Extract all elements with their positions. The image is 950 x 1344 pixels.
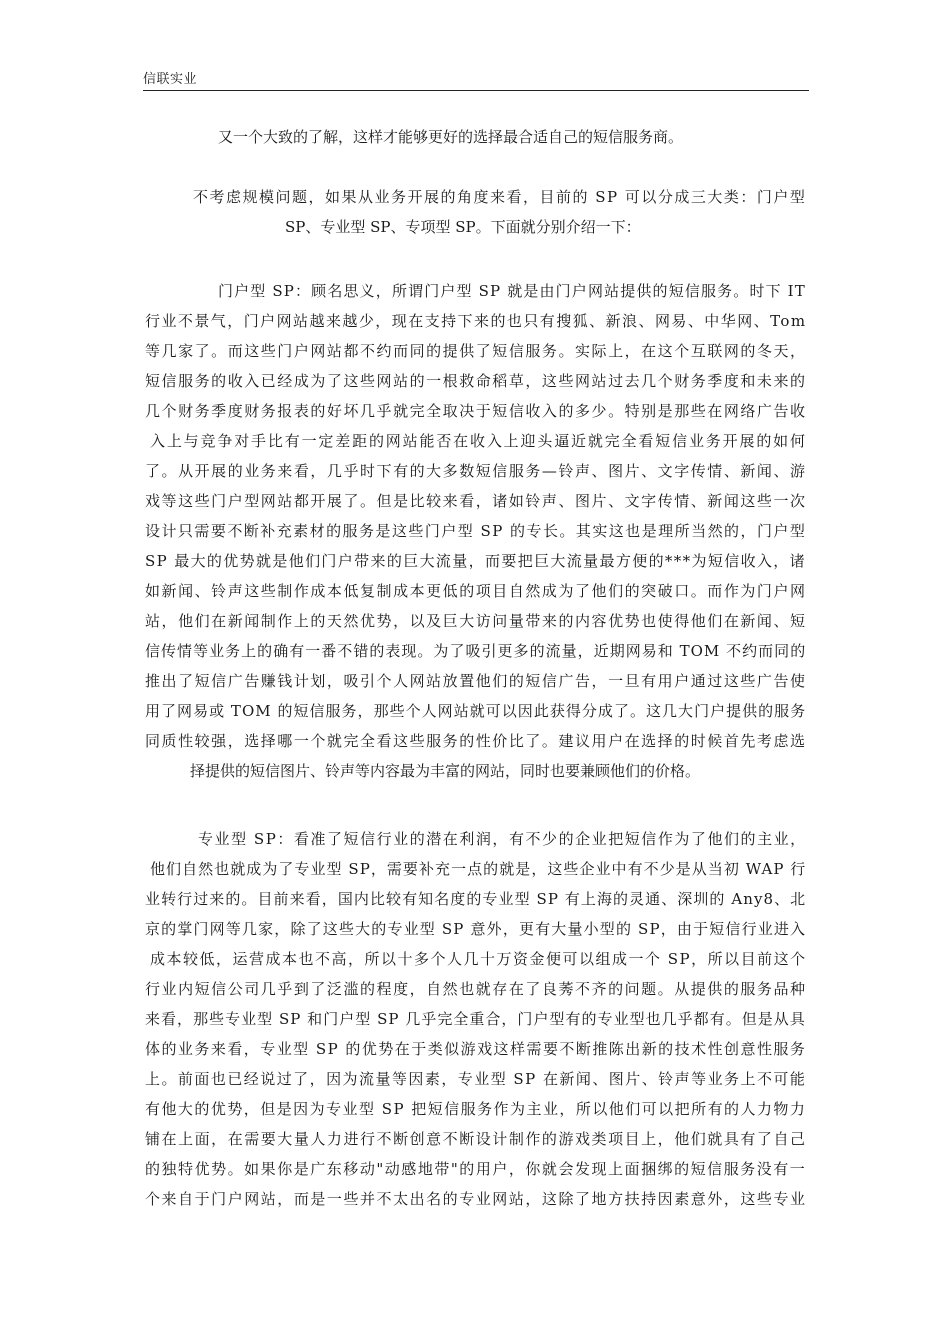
text-line: 同质性较强，选择哪一个就完全看这些服务的性价比了。建议用户在选择的时候首先考虑选 bbox=[145, 732, 807, 750]
company-name: 信联实业 bbox=[143, 72, 198, 87]
text-line: 成本较低，运营成本也不高，所以十多个人几十万资金便可以组成一个 SP，所以目前这个 bbox=[150, 950, 807, 968]
text-line: 铺在上面，在需要大量人力进行不断创意不断设计制作的游戏类项目上，他们就具有了自己 bbox=[145, 1130, 807, 1148]
text-line: 的独特优势。如果你是广东移动"动感地带"的用户，你就会发现上面捆绑的短信服务没有一 bbox=[145, 1160, 807, 1178]
text-line: 等几家了。而这些门户网站都不约而同的提供了短信服务。实际上，在这个互联网的冬天， bbox=[145, 342, 807, 360]
text-line: 京的掌门网等几家，除了这些大的专业型 SP 意外，更有大量小型的 SP，由于短信行业进入 bbox=[145, 920, 807, 938]
text-line: 推出了短信广告赚钱计划，吸引个人网站放置他们的短信广告，一旦有用户通过这些广告使 bbox=[145, 672, 807, 690]
text-line: 上。前面也已经说过了，因为流量等因素，专业型 SP 在新闻、图片、铃声等业务上不可能 bbox=[145, 1070, 807, 1088]
text-line: 信传情等业务上的确有一番不错的表现。为了吸引更多的流量，近期网易和 TOM 不约而同的 bbox=[145, 642, 807, 660]
text-line: SP 最大的优势就是他们门户带来的巨大流量，而要把巨大流量最方便的***为短信收入，诸 bbox=[145, 552, 806, 570]
text-line: 择提供的短信图片、铃声等内容最为丰富的网站，同时也要兼顾他们的价格。 bbox=[190, 762, 701, 780]
text-line: 设计只需要不断补充素材的服务是这些门户型 SP 的专长。其实这也是理所当然的，门户型 bbox=[145, 522, 807, 540]
text-line: 门户型 SP：顾名思义，所谓门户型 SP 就是由门户网站提供的短信服务。时下 IT bbox=[218, 282, 806, 300]
text-line: 来看，那些专业型 SP 和门户型 SP 几乎完全重合，门户型有的专业型也几乎都有。但是从具 bbox=[145, 1010, 806, 1028]
text-line: 有他大的优势，但是因为专业型 SP 把短信服务作为主业，所以他们可以把所有的人力物力 bbox=[145, 1100, 807, 1118]
text-line: 用了网易或 TOM 的短信服务，那些个人网站就可以因此获得分成了。这几大门户提供的服务 bbox=[145, 702, 807, 720]
text-line: 戏等这些门户型网站都开展了。但是比较来看，诸如铃声、图片、文字传情、新闻这些一次 bbox=[145, 492, 807, 510]
text-line: 个来自于门户网站，而是一些并不太出名的专业网站，这除了地方扶持因素意外，这些专业 bbox=[145, 1190, 807, 1208]
text-line: 行业不景气，门户网站越来越少，现在支持下来的也只有搜狐、新浪、网易、中华网、Tom bbox=[145, 312, 807, 330]
page-header bbox=[143, 70, 809, 91]
text-line: SP、专业型 SP、专项型 SP。下面就分别介绍一下： bbox=[285, 218, 641, 236]
text-line: 短信服务的收入已经成为了这些网站的一根救命稻草，这些网站过去几个财务季度和未来的 bbox=[145, 372, 807, 390]
text-line: 几个财务季度财务报表的好坏几乎就完全取决于短信收入的多少。特别是那些在网络广告收 bbox=[145, 402, 807, 420]
text-line: 又一个大致的了解，这样才能够更好的选择最合适自己的短信服务商。 bbox=[218, 128, 684, 146]
text-line: 专业型 SP：看准了短信行业的潜在利润，有不少的企业把短信作为了他们的主业， bbox=[198, 830, 807, 848]
text-line: 入上与竞争对手比有一定差距的网站能否在收入上迎头逼近就完全看短信业务开展的如何 bbox=[150, 432, 807, 450]
text-line: 如新闻、铃声这些制作成本低复制成本更低的项目自然成为了他们的突破口。而作为门户网 bbox=[145, 582, 807, 600]
text-line: 不考虑规模问题，如果从业务开展的角度来看，目前的 SP 可以分成三大类：门户型 bbox=[193, 188, 807, 206]
text-line: 了。从开展的业务来看，几乎时下有的大多数短信服务—铃声、图片、文字传情、新闻、游 bbox=[145, 462, 807, 480]
text-line: 行业内短信公司几乎到了泛滥的程度，自然也就存在了良莠不齐的问题。从提供的服务品种 bbox=[145, 980, 807, 998]
text-line: 体的业务来看，专业型 SP 的优势在于类似游戏这样需要不断推陈出新的技术性创意性服务 bbox=[145, 1040, 807, 1058]
text-line: 他们自然也就成为了专业型 SP，需要补充一点的就是，这些企业中有不少是从当初 WAP 行 bbox=[150, 860, 807, 878]
text-line: 业转行过来的。目前来看，国内比较有知名度的专业型 SP 有上海的灵通、深圳的 Any8、北 bbox=[145, 890, 807, 908]
text-line: 站，他们在新闻制作上的天然优势，以及巨大访问量带来的内容优势也使得他们在新闻、短 bbox=[145, 612, 807, 630]
